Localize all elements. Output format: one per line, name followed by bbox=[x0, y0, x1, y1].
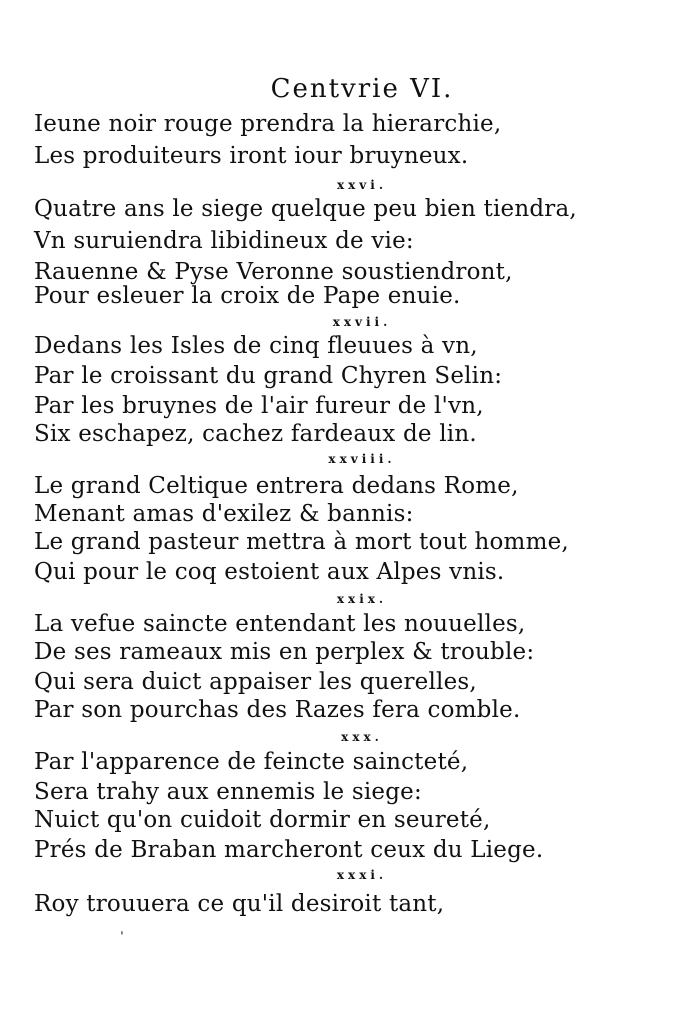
verse-line: Roy trouuera ce qu'il desiroit tant, bbox=[34, 891, 445, 917]
page-header: Centvrie VI. bbox=[270, 74, 454, 104]
quatrain-number: xxvii. bbox=[332, 315, 392, 329]
verse-line: Par les bruynes de l'air fureur de l'vn, bbox=[34, 393, 484, 419]
verse-line: La vefue saincte entendant les nouuelles, bbox=[34, 611, 526, 637]
verse-line: Qui sera duict appaiser les querelles, bbox=[34, 669, 477, 695]
verse-line: Pour esleuer la croix de Pape enuie. bbox=[34, 283, 461, 309]
verse-line: Ieune noir rouge prendra la hierarchie, bbox=[34, 111, 502, 137]
quatrain-number: xxx. bbox=[341, 730, 383, 744]
verse-line: Le grand Celtique entrera dedans Rome, bbox=[34, 473, 519, 499]
verse-line: De ses rameaux mis en perplex & trouble: bbox=[34, 639, 535, 665]
verse-line: Quatre ans le siege quelque peu bien tiendra, bbox=[34, 196, 577, 222]
verse-line: Sera trahy aux ennemis le siege: bbox=[34, 779, 422, 805]
verse-line: Rauenne & Pyse Veronne soustiendront, bbox=[34, 259, 513, 285]
quatrain-number: xxix. bbox=[336, 592, 388, 606]
quatrain-number: xxxi. bbox=[336, 868, 388, 882]
verse-line: Qui pour le coq estoient aux Alpes vnis. bbox=[34, 559, 505, 585]
verse-line: Prés de Braban marcheront ceux du Liege. bbox=[34, 837, 544, 863]
verse-line: Vn suruiendra libidineux de vie: bbox=[34, 228, 414, 254]
verse-line: Par le croissant du grand Chyren Selin: bbox=[34, 363, 503, 389]
verse-line: Six eschapez, cachez fardeaux de lin. bbox=[34, 421, 477, 447]
verse-line: Nuict qu'on cuidoit dormir en seureté, bbox=[34, 807, 491, 833]
ink-speck: ˈ bbox=[120, 930, 124, 946]
verse-line: Dedans les Isles de cinq fleuues à vn, bbox=[34, 333, 478, 359]
quatrain-number: xxvi. bbox=[336, 178, 388, 192]
verse-line: Par son pourchas des Razes fera comble. bbox=[34, 697, 521, 723]
quatrain-number: xxviii. bbox=[328, 452, 396, 466]
verse-line: Par l'apparence de feincte saincteté, bbox=[34, 749, 469, 775]
verse-line: Les produiteurs iront iour bruyneux. bbox=[34, 143, 469, 169]
verse-line: Le grand pasteur mettra à mort tout homme, bbox=[34, 529, 569, 555]
verse-line: Menant amas d'exilez & bannis: bbox=[34, 501, 414, 527]
